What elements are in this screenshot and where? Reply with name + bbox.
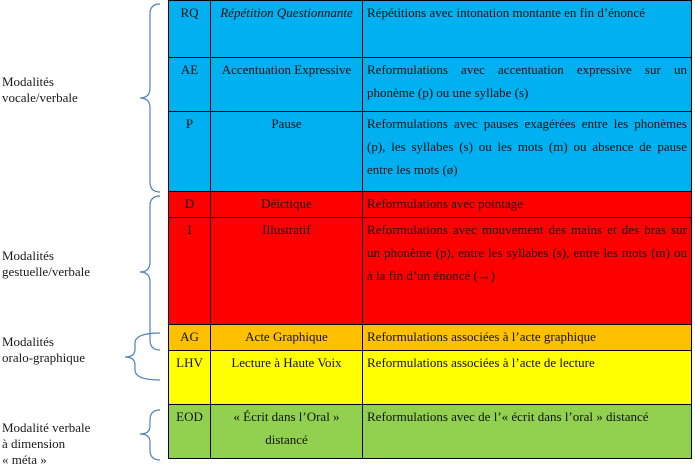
group-label-line: vocale/verbale xyxy=(2,90,78,105)
row-code: D xyxy=(169,192,211,218)
group-label-vocale-verbale xyxy=(2,74,78,106)
group-label-line: Modalité verbale xyxy=(2,420,91,435)
table-row-ag xyxy=(169,325,692,351)
group-label-gestuelle-verbale xyxy=(2,248,90,280)
table-row-d xyxy=(169,192,692,218)
brace-gestuelle-verbale xyxy=(140,196,160,350)
group-label-meta xyxy=(2,420,90,468)
row-description: Reformulations avec mouvement des mains et des bras sur un phonème (p), entre les syllabes (s), entre les mots (m) ou à la fin d’un énoncé (→) xyxy=(363,218,692,325)
row-description: Reformulations avec pointage xyxy=(363,192,692,218)
row-name: « Écrit dans l’Oral » distancé xyxy=(211,405,363,459)
reformulation-codes-table xyxy=(168,0,692,459)
row-code: RQ xyxy=(169,1,211,58)
row-description: Reformulations associées à l’acte de lecture xyxy=(363,351,692,405)
row-name: Acte Graphique xyxy=(211,325,363,351)
table-row-i xyxy=(169,218,692,325)
row-code: P xyxy=(169,112,211,192)
table-row-eod xyxy=(169,405,692,459)
group-label-line: Modalités xyxy=(2,248,54,263)
row-name: Lecture à Haute Voix xyxy=(211,351,363,405)
brace-oralo-graphique xyxy=(125,333,160,380)
row-name: Illustratif xyxy=(211,218,363,325)
row-description: Reformulations avec pauses exagérées entre les phonèmes (p), les syllabes (s) ou les mots (m) ou absence de pause entre les mots (ø) xyxy=(363,112,692,192)
row-name: Répétition Questionnante xyxy=(211,1,363,58)
table-row-ae xyxy=(169,58,692,112)
row-code: LHV xyxy=(169,351,211,405)
table-row-rq xyxy=(169,1,692,58)
group-label-line: à dimension xyxy=(2,436,66,451)
table-row-lhv xyxy=(169,351,692,405)
row-description: Reformulations avec de l’« écrit dans l’oral » distancé xyxy=(363,405,692,459)
group-braces xyxy=(0,0,170,473)
group-label-line: Modalités xyxy=(2,74,54,89)
row-name: Pause xyxy=(211,112,363,192)
row-code: AE xyxy=(169,58,211,112)
row-name: Accentuation Expressive xyxy=(211,58,363,112)
row-name: Déictique xyxy=(211,192,363,218)
row-description: Reformulations avec accentuation expressive sur un phonème (p) ou une syllabe (s) xyxy=(363,58,692,112)
row-code: AG xyxy=(169,325,211,351)
row-code: EOD xyxy=(169,405,211,459)
group-label-line: « méta » xyxy=(2,452,47,467)
group-label-line: gestuelle/verbale xyxy=(2,264,91,279)
row-code: I xyxy=(169,218,211,325)
row-description: Reformulations associées à l’acte graphique xyxy=(363,325,692,351)
brace-vocale-verbale xyxy=(140,4,160,192)
group-label-line: Modalités xyxy=(2,334,54,349)
brace-meta xyxy=(140,410,160,460)
group-label-line: oralo-graphique xyxy=(2,350,86,365)
group-label-oralo-graphique xyxy=(2,334,85,366)
row-description: Répétitions avec intonation montante en fin d’énoncé xyxy=(363,1,692,58)
table-row-p xyxy=(169,112,692,192)
